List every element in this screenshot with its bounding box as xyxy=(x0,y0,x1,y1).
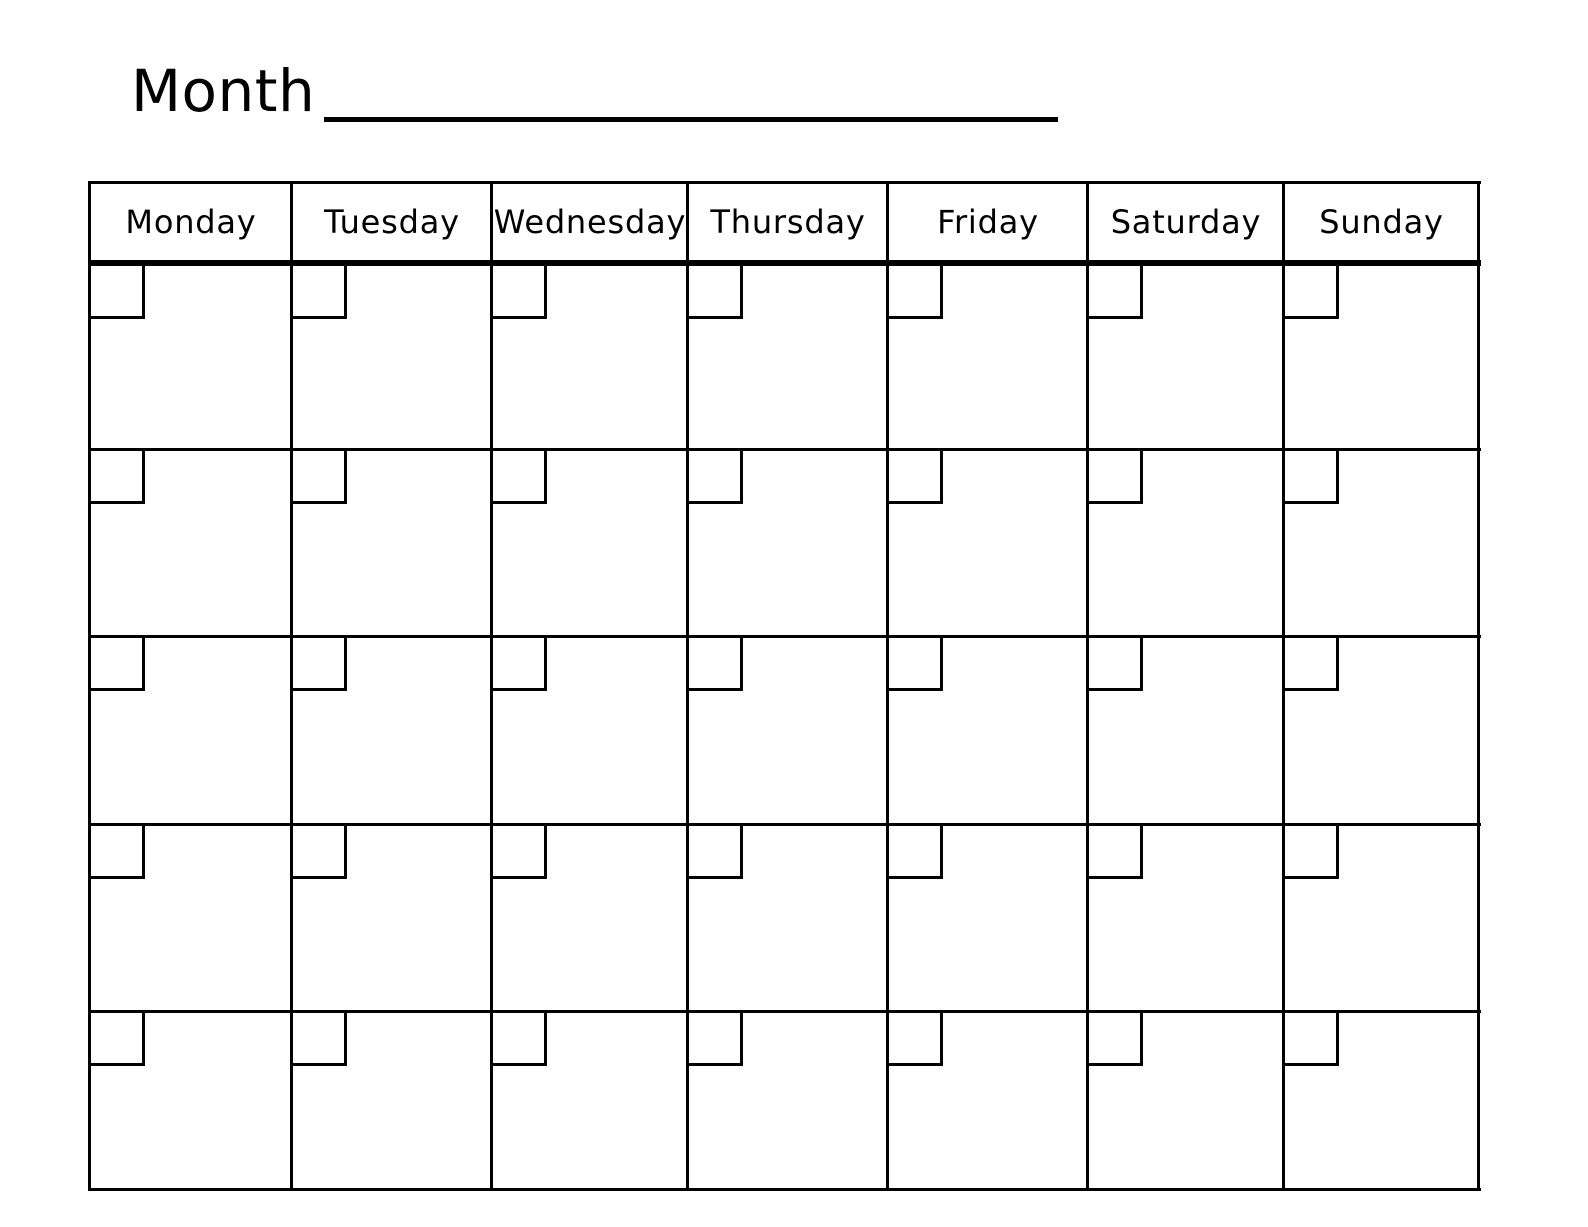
week-row-border xyxy=(89,1188,1481,1191)
day-cell[interactable] xyxy=(1284,636,1478,823)
date-number-box[interactable] xyxy=(90,264,145,319)
date-number-box[interactable] xyxy=(90,1011,145,1066)
weekday-header-monday: Monday xyxy=(125,203,257,241)
day-cell[interactable] xyxy=(888,1011,1087,1188)
day-cell[interactable] xyxy=(688,264,887,448)
day-cell[interactable] xyxy=(292,264,491,448)
day-cell[interactable] xyxy=(90,824,291,1010)
day-cell[interactable] xyxy=(688,449,887,635)
day-cell[interactable] xyxy=(492,264,687,448)
date-number-box[interactable] xyxy=(492,824,547,879)
date-number-box[interactable] xyxy=(688,636,743,691)
day-cell[interactable] xyxy=(1284,449,1478,635)
date-number-box[interactable] xyxy=(888,636,943,691)
date-number-box[interactable] xyxy=(1088,1011,1143,1066)
day-cell[interactable] xyxy=(90,1011,291,1188)
date-number-box[interactable] xyxy=(888,824,943,879)
day-cell[interactable] xyxy=(90,264,291,448)
day-cell[interactable] xyxy=(888,264,1087,448)
day-cell[interactable] xyxy=(688,636,887,823)
date-number-box[interactable] xyxy=(1088,449,1143,504)
day-cell[interactable] xyxy=(688,824,887,1010)
day-cell[interactable] xyxy=(1088,636,1283,823)
weekday-header-thursday: Thursday xyxy=(710,203,866,241)
date-number-box[interactable] xyxy=(492,264,547,319)
day-cell[interactable] xyxy=(1284,264,1478,448)
date-number-box[interactable] xyxy=(90,449,145,504)
date-number-box[interactable] xyxy=(292,1011,347,1066)
day-cell[interactable] xyxy=(1088,264,1283,448)
date-number-box[interactable] xyxy=(292,449,347,504)
day-cell[interactable] xyxy=(1284,1011,1478,1188)
date-number-box[interactable] xyxy=(292,636,347,691)
date-number-box[interactable] xyxy=(1284,824,1339,879)
day-cell[interactable] xyxy=(1088,449,1283,635)
day-cell[interactable] xyxy=(90,636,291,823)
day-cell[interactable] xyxy=(292,636,491,823)
date-number-box[interactable] xyxy=(688,264,743,319)
month-label: Month xyxy=(131,57,316,125)
day-cell[interactable] xyxy=(90,449,291,635)
date-number-box[interactable] xyxy=(688,1011,743,1066)
date-number-box[interactable] xyxy=(90,636,145,691)
date-number-box[interactable] xyxy=(1088,824,1143,879)
date-number-box[interactable] xyxy=(888,1011,943,1066)
date-number-box[interactable] xyxy=(292,264,347,319)
date-number-box[interactable] xyxy=(888,264,943,319)
date-number-box[interactable] xyxy=(1088,636,1143,691)
date-number-box[interactable] xyxy=(492,1011,547,1066)
date-number-box[interactable] xyxy=(688,824,743,879)
date-number-box[interactable] xyxy=(1284,264,1339,319)
day-cell[interactable] xyxy=(888,636,1087,823)
day-cell[interactable] xyxy=(292,824,491,1010)
weekday-header-friday: Friday xyxy=(937,203,1039,241)
day-cell[interactable] xyxy=(492,636,687,823)
date-number-box[interactable] xyxy=(1284,449,1339,504)
day-cell[interactable] xyxy=(292,1011,491,1188)
date-number-box[interactable] xyxy=(1284,636,1339,691)
weekday-header-saturday: Saturday xyxy=(1110,203,1262,241)
day-cell[interactable] xyxy=(492,824,687,1010)
date-number-box[interactable] xyxy=(688,449,743,504)
date-number-box[interactable] xyxy=(1088,264,1143,319)
date-number-box[interactable] xyxy=(1284,1011,1339,1066)
day-cell[interactable] xyxy=(1284,824,1478,1010)
day-cell[interactable] xyxy=(292,449,491,635)
date-number-box[interactable] xyxy=(292,824,347,879)
day-cell[interactable] xyxy=(492,1011,687,1188)
day-cell[interactable] xyxy=(1088,824,1283,1010)
day-cell[interactable] xyxy=(888,449,1087,635)
day-cell[interactable] xyxy=(492,449,687,635)
date-number-box[interactable] xyxy=(90,824,145,879)
weekday-header-wednesday: Wednesday xyxy=(493,203,687,241)
weekday-header-sunday: Sunday xyxy=(1319,203,1444,241)
weekday-header-tuesday: Tuesday xyxy=(324,203,460,241)
day-cell[interactable] xyxy=(1088,1011,1283,1188)
header-top-border xyxy=(89,181,1481,184)
date-number-box[interactable] xyxy=(492,636,547,691)
date-number-box[interactable] xyxy=(888,449,943,504)
date-number-box[interactable] xyxy=(492,449,547,504)
day-cell[interactable] xyxy=(688,1011,887,1188)
day-cell[interactable] xyxy=(888,824,1087,1010)
